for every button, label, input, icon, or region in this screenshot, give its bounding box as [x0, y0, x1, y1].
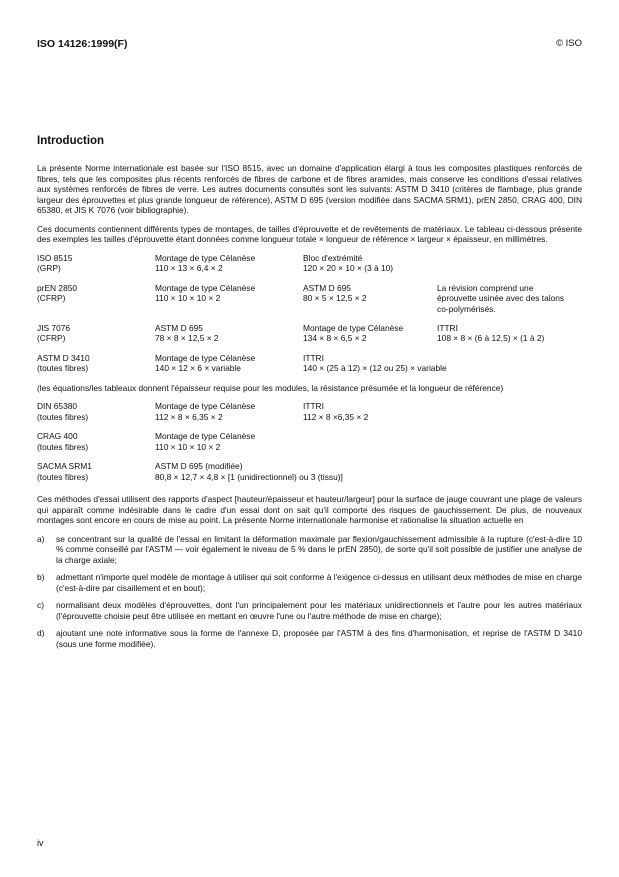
fixture-cell: ITTRI 140 × (25 à 12) × (12 ou 25) × variable: [303, 352, 447, 373]
list-item-label: d): [37, 628, 45, 638]
section-title: Introduction: [37, 135, 105, 147]
copyright-notice: © ISO: [555, 38, 582, 49]
list-item-label: b): [37, 572, 45, 582]
fixture-cell: Montage de type Célanèse 134 × 8 × 6,5 × 2: [303, 322, 404, 343]
table-note: (les équations/les tableaux donnent l'épaisseur requise pour les modules, la résistance présumée et la longueur de référence): [37, 382, 504, 393]
list-item: [37, 534, 582, 566]
example-row-din-65380: [37, 401, 582, 422]
list-item-label: c): [37, 600, 44, 610]
list-item-text: admettant n'importe quel modèle de montage à utiliser qui soit conforme à l'exigence ci-dessus en utilisant deux méthodes de mise en charge (c'est-à-dire par cisaillement et en bout);: [56, 572, 582, 593]
fixture-cell: Bloc d'extrémité 120 × 20 × 10 × (3 à 10): [303, 252, 394, 273]
list-item-label: a): [37, 533, 45, 544]
list-item: [37, 572, 582, 593]
fixture-cell: ITTRI 108 × 8 × (6 à 12,5) × (1 à 2): [437, 322, 545, 343]
list-item: [37, 600, 582, 621]
intro-paragraph-2: Ces documents contiennent différents types de montages, de tailles d'éprouvette et de revêtements de matériaux. Le tableau ci-dessous présente des exemples les tailles d'éprouvette étant données comme longueur totale × longueur de référence × largeur × épaisseur, en millimètres.: [37, 223, 582, 244]
fixture-cell: Montage de type Célanèse 112 × 8 × 6,35 × 2: [155, 401, 256, 422]
list-item-text: se concentrant sur la qualité de l'essai en limitant la déformation maximale par flexion/gauchissement admissible à la rupture (c'est-à-dire 10 % comme conseillé par l'ASTM — voir également le niveau de 5 % dans le prEN 2850), de sorte qu'il soit possible de justifier une analyse de la charge axiale;: [56, 533, 582, 565]
list-item: [37, 628, 582, 649]
page-number: iv: [37, 838, 44, 848]
document-body: [37, 134, 582, 656]
harmonisation-list: [37, 534, 582, 650]
standard-cell: ISO 8515 (GRP): [37, 252, 73, 273]
standard-cell: ASTM D 3410 (toutes fibres): [37, 352, 90, 373]
example-row-astm-d-3410: [37, 353, 582, 374]
fixture-cell: Montage de type Célanèse 110 × 13 × 6,4 × 2: [155, 252, 256, 273]
fixture-cell: ITTRI 112 × 8 ×6,35 × 2: [303, 401, 369, 422]
list-item-text: normalisant deux modèles d'éprouvettes, dont l'un principalement pour les matériaux unidirectionnels et l'autre pour les autres matériaux (l'éprouvette choisie peut être utilisée en mettant en œuvre l'une ou l'autre méthode de mise en charge);: [56, 600, 582, 621]
standard-cell: SACMA SRM1 (toutes fibres): [37, 461, 92, 482]
standard-cell: JIS 7076 (CFRP): [37, 322, 71, 343]
standard-cell: DIN 65380 (toutes fibres): [37, 401, 89, 422]
page-header: [37, 38, 582, 52]
intro-paragraph-3: Ces méthodes d'essai utilisent des rapports d'aspect [hauteur/épaisseur et hauteur/largeur] pour la surface de jauge couvrant une plage de valeurs qui apparaît comme indésirable dans le cadre d'un essai dont on sait qu'il comporte des risques de gauchissement. De plus, de nouveaux montages sont encore en cours de mise au point. La présente Norme internationale harmonise et rationalise la situation actuelle en: [37, 494, 582, 525]
standard-id: ISO 14126:1999(F): [37, 38, 128, 50]
list-item-text: ajoutant une note informative sous la forme de l'annexe D, proposée par l'ASTM à des fins d'harmonisation, et reprise de l'ASTM D 3410 (sous une forme modifiée).: [56, 628, 582, 649]
standard-cell: prEN 2850 (CFRP): [37, 282, 78, 303]
standard-cell: CRAG 400 (toutes fibres): [37, 431, 89, 452]
example-row-sacma-srm1: [37, 461, 582, 482]
fixture-cell: ASTM D 695 80 × 5 × 12,5 × 2: [303, 282, 367, 303]
fixture-cell: Montage de type Célanèse 140 × 12 × 6 × variable: [155, 352, 256, 373]
intro-paragraph-1: La présente Norme internationale est basée sur l'ISO 8515, avec un domaine d'application élargi à tous les composites plastiques renforcés de fibres, tels que les composites plus récents renforcés de fibres de carbone et de fibres aramides, mais conserve les conditions d'essai relatives aux systèmes renforcés de fibres de verre. Les autres documents consultés sont les suivants: ASTM D 3410 (critères de flambage, plus grande largeur des éprouvettes et plus grande longueur de référence), ASTM D 695 (version modifiée dans SACMA SRM1), prEN 2850, CRAG 400, DIN 65380, et JIS K 7076 (voir bibliographie).: [37, 163, 582, 215]
example-row-pren-2850: [37, 283, 582, 314]
example-row-crag-400: [37, 431, 582, 452]
fixture-cell: Montage de type Célanèse 110 × 10 × 10 × 2: [155, 431, 256, 452]
fixture-cell: Montage de type Célanèse 110 × 10 × 10 × 2: [155, 282, 256, 303]
example-row-jis-7076: [37, 323, 582, 344]
fixture-cell: ASTM D 695 78 × 8 × 12,5 × 2: [155, 322, 219, 343]
example-row-iso-8515: [37, 253, 582, 274]
revision-note-cell: La révision comprend une éprouvette usinée avec des talons co-polymérisés.: [437, 282, 565, 314]
fixture-cell: ASTM D 695 (modifiée) 80,8 × 12,7 × 4,8 × [1 (unidirectionnel) ou 3 (tissu)]: [155, 461, 343, 482]
